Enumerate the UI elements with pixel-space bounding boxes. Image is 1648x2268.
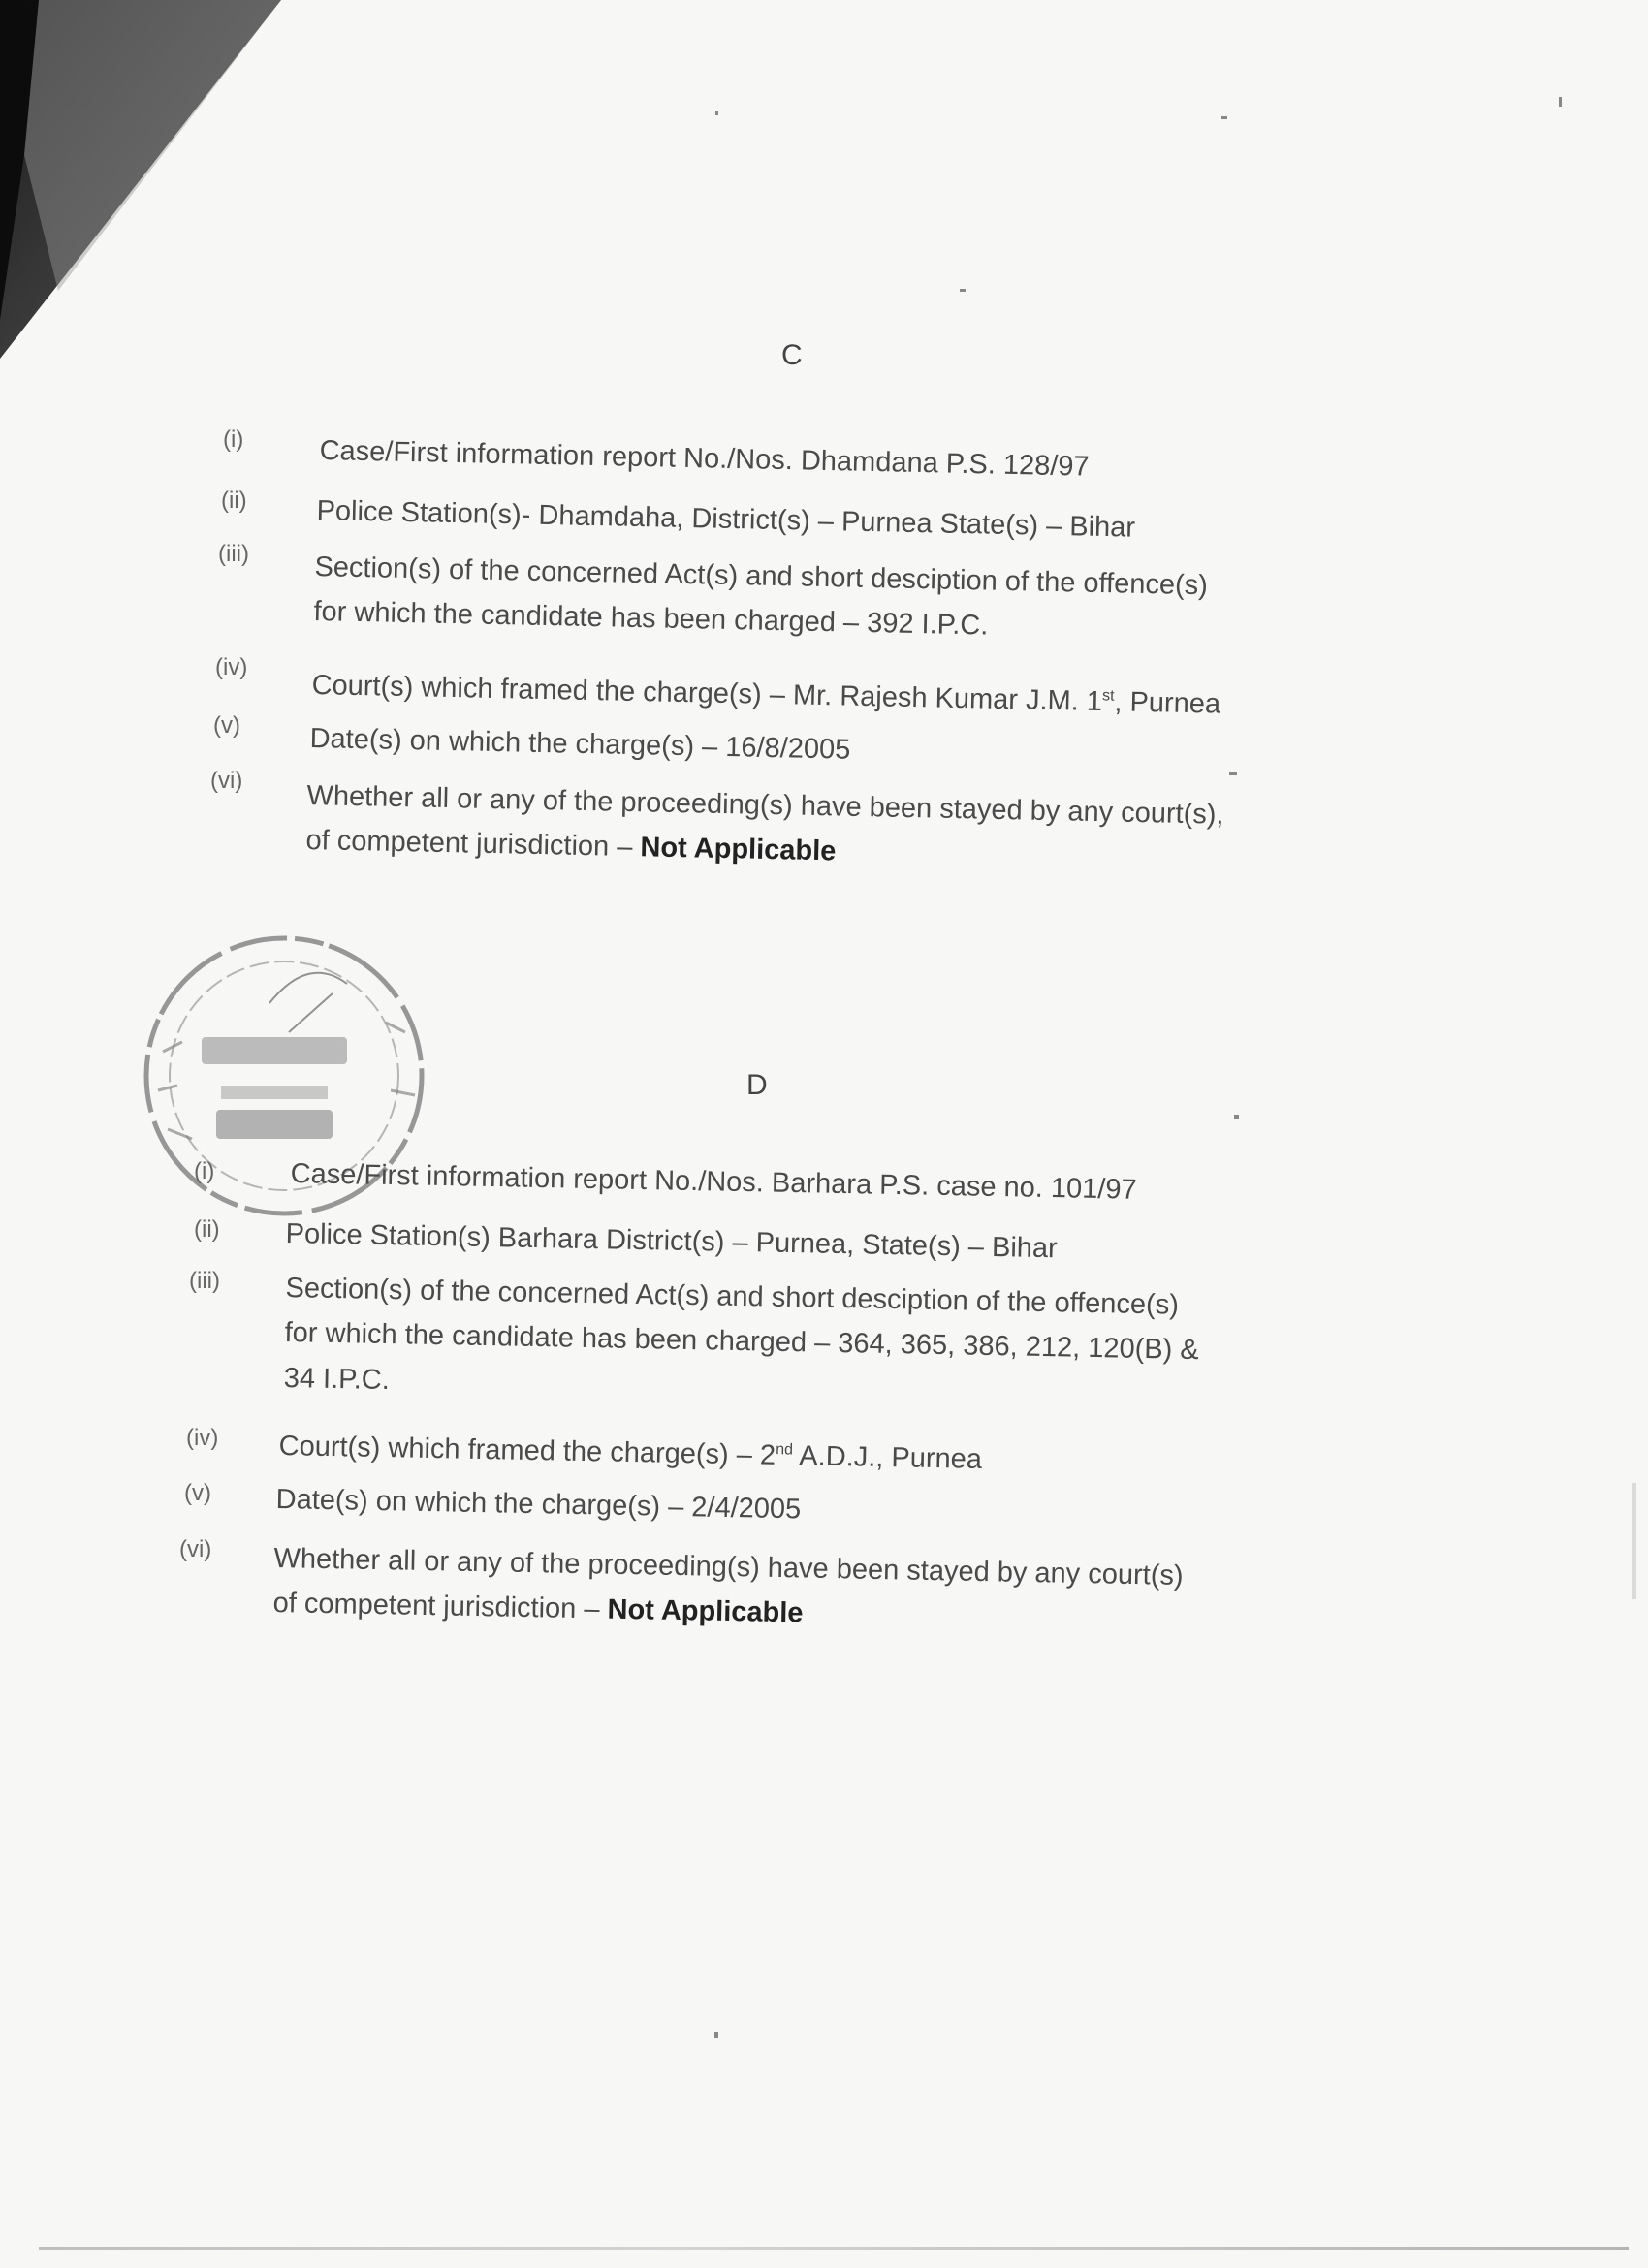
case-fir-number: Case/First information report No./Nos. Barhara P.S. case no. 101/97 [290,1157,1137,1206]
not-applicable-label: Not Applicable [640,832,837,867]
item-number: (iv) [186,1425,219,1451]
item-number: (vi) [210,768,243,794]
item-number: (v) [213,712,240,739]
police-station: Police Station(s) Barhara District(s) – Purnea, State(s) – Bihar [285,1217,1059,1265]
item-number: (iii) [218,541,249,567]
charge-date: Date(s) on which the charge(s) – 16/8/2005 [309,722,851,766]
sections-charged: Section(s) of the concerned Act(s) and short desciption of the offence(s) for which the candidate has been charged – 364, 365, 386, 212, 120(B) & 34 I.P.C. [283,1272,1199,1396]
scan-speck [714,2032,718,2038]
section-c-heading: C [781,339,803,371]
section-d-heading: D [746,1069,768,1101]
scan-speck [1234,1115,1239,1119]
proceedings-stayed: Whether all or any of the proceeding(s) have been stayed by any court(s), of competent jurisdiction – Not Applicable [305,779,1224,867]
court-framing-charge: Court(s) which framed the charge(s) – 2nd A.D.J., Purnea [278,1430,983,1475]
scan-corner-shadow [0,0,291,368]
item-number: (vi) [179,1536,212,1562]
sections-charged: Section(s) of the concerned Act(s) and short desciption of the offence(s) for which the candidate has been charged – 392 I.P.C. [313,551,1209,642]
proceedings-stayed: Whether all or any of the proceeding(s) have been stayed by any court(s) of competent jurisdiction – Not Applicable [272,1542,1184,1629]
scan-speck [1229,772,1237,775]
item-number: (i) [194,1158,215,1184]
scan-speck [715,111,718,115]
charge-date: Date(s) on which the charge(s) – 2/4/2005 [275,1483,802,1526]
scan-edge-line [39,2247,1629,2250]
case-fir-number: Case/First information report No./Nos. Dhamdana P.S. 128/97 [319,434,1090,483]
scan-speck [960,289,966,292]
item-number: (iii) [189,1268,220,1294]
item-number: (ii) [194,1216,220,1243]
scan-speck [1559,97,1562,107]
court-framing-charge: Court(s) which framed the charge(s) – Mr. Rajesh Kumar J.M. 1st, Purnea [311,669,1221,720]
scan-speck [1632,1483,1636,1599]
item-number: (ii) [221,488,247,514]
not-applicable-label: Not Applicable [607,1594,804,1629]
item-number: (v) [184,1480,211,1506]
scan-speck [1221,116,1227,119]
item-number: (i) [223,426,244,453]
police-station: Police Station(s)- Dhamdaha, District(s) – Purnea State(s) – Bihar [316,494,1136,544]
item-number: (iv) [215,654,248,680]
